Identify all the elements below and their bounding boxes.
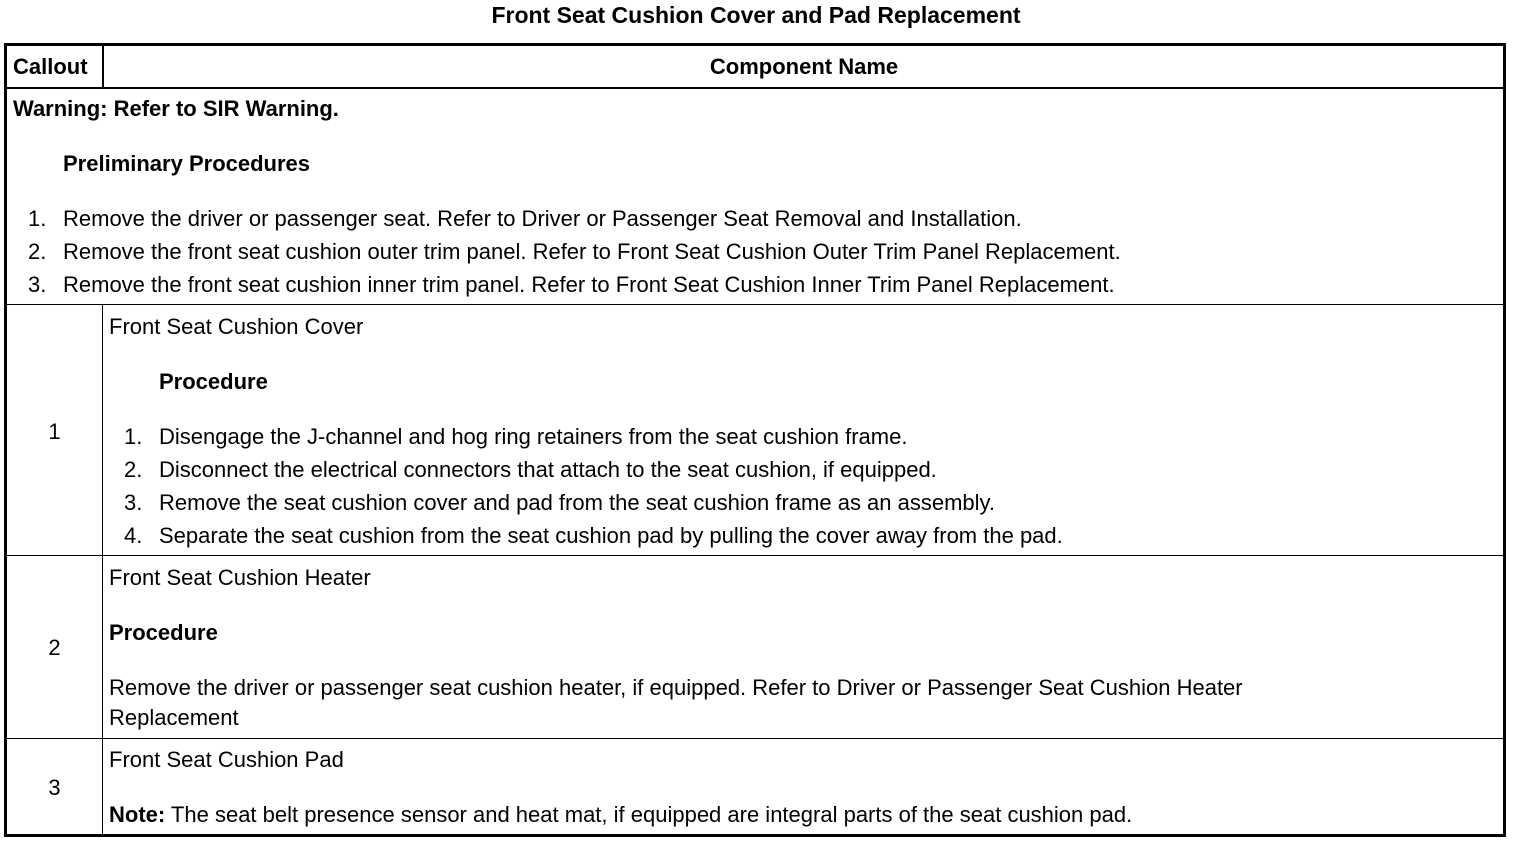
step-text: Remove the seat cushion cover and pad from the seat cushion frame as an assembly. bbox=[159, 490, 996, 515]
page-title: Front Seat Cushion Cover and Pad Replacement bbox=[491, 2, 1021, 28]
step-number: 2. bbox=[124, 457, 143, 482]
header-callout: Callout bbox=[13, 54, 88, 79]
callout-number: 1 bbox=[48, 419, 61, 444]
component-name: Front Seat Cushion Cover bbox=[109, 314, 364, 339]
step-number: 3. bbox=[28, 272, 47, 297]
step-number: 1. bbox=[124, 424, 143, 449]
step-text: Remove the front seat cushion outer trim panel. Refer to Front Seat Cushion Outer Trim Panel Replacement. bbox=[63, 239, 1121, 264]
step-text: Disengage the J-channel and hog ring retainers from the seat cushion frame. bbox=[159, 424, 908, 449]
step-number: 3. bbox=[124, 490, 143, 515]
preliminary-heading: Preliminary Procedures bbox=[63, 151, 311, 176]
note bbox=[109, 801, 1132, 829]
procedure-heading: Procedure bbox=[159, 369, 268, 394]
step-number: 2. bbox=[28, 239, 47, 264]
note-text: The seat belt presence sensor and heat mat, if equipped are integral parts of the seat cushion pad. bbox=[165, 802, 1133, 827]
step-text: Remove the front seat cushion inner trim panel. Refer to Front Seat Cushion Inner Trim Panel Replacement. bbox=[63, 272, 1115, 297]
step-text: Separate the seat cushion from the seat cushion pad by pulling the cover away from the pad. bbox=[159, 523, 1063, 548]
note-label: Note: bbox=[109, 802, 166, 827]
header-bottom-border bbox=[7, 87, 1503, 89]
procedure-table bbox=[4, 43, 1506, 837]
step-text: Remove the driver or passenger seat. Refer to Driver or Passenger Seat Removal and Installation. bbox=[63, 206, 1022, 231]
step-number: 4. bbox=[124, 523, 143, 548]
component-name: Front Seat Cushion Pad bbox=[109, 747, 344, 772]
step-number: 1. bbox=[28, 206, 47, 231]
header-component-name: Component Name bbox=[709, 54, 899, 79]
callout-number: 3 bbox=[48, 775, 61, 800]
row-divider bbox=[7, 304, 1503, 305]
procedure-text: Remove the driver or passenger seat cushion heater, if equipped. Refer to Driver or Passenger Seat Cushion Heater bbox=[109, 675, 1243, 700]
header-divider bbox=[102, 46, 104, 88]
callout-divider bbox=[102, 305, 103, 834]
step-text: Disconnect the electrical connectors that attach to the seat cushion, if equipped. bbox=[159, 457, 937, 482]
procedure-text-continued: Replacement bbox=[109, 705, 239, 730]
component-name: Front Seat Cushion Heater bbox=[109, 565, 371, 590]
callout-number: 2 bbox=[48, 635, 61, 660]
row-divider bbox=[7, 738, 1503, 739]
procedure-heading: Procedure bbox=[109, 620, 218, 645]
row-divider bbox=[7, 555, 1503, 556]
sir-warning: Warning: Refer to SIR Warning. bbox=[13, 96, 339, 121]
